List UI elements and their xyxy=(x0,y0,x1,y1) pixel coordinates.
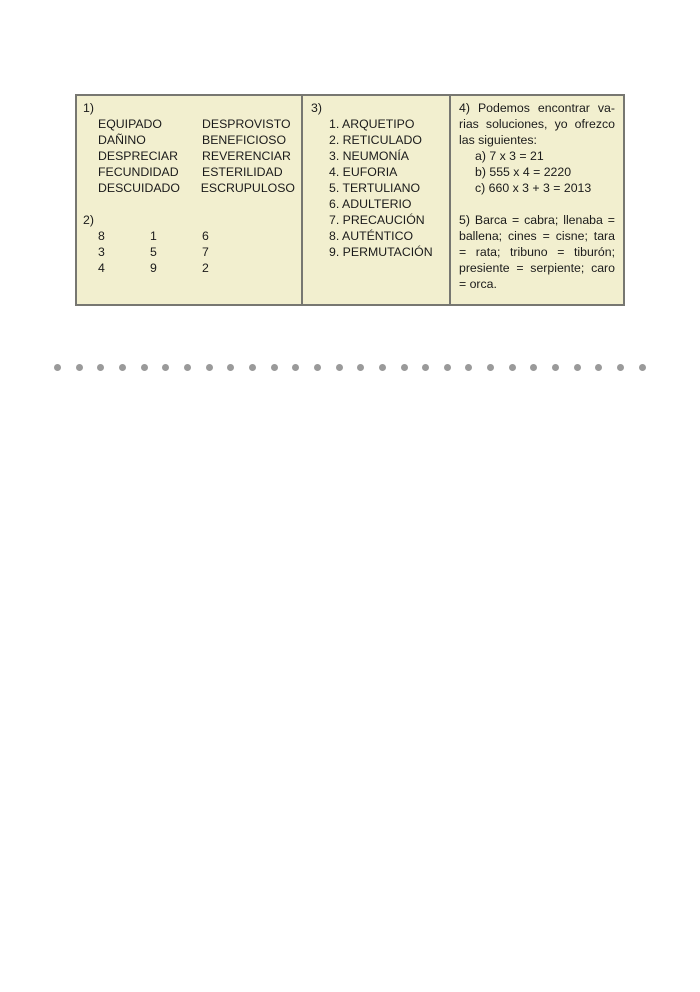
separator-dot xyxy=(97,364,104,371)
antonym: BENEFICIOSO xyxy=(202,133,287,147)
answer-column-1 xyxy=(77,96,303,304)
antonym: REVERENCIAR xyxy=(202,149,291,163)
separator-dot xyxy=(119,364,126,371)
magic-cell: 9 xyxy=(150,261,157,275)
separator-dot xyxy=(379,364,386,371)
equation: a) 7 x 3 = 21 xyxy=(475,149,544,163)
equation: b) 555 x 4 = 2220 xyxy=(475,165,572,179)
word: DESPRECIAR xyxy=(98,149,178,163)
magic-square-row xyxy=(98,260,295,276)
separator-dot xyxy=(595,364,602,371)
separator-dot xyxy=(314,364,321,371)
list-item: 2. RETICULADO xyxy=(329,133,422,147)
separator-dot xyxy=(249,364,256,371)
list-item: 1. ARQUETIPO xyxy=(329,117,415,131)
magic-cell: 4 xyxy=(98,261,105,275)
list-item: 7. PRECAUCIÓN xyxy=(329,213,425,227)
magic-cell: 7 xyxy=(202,245,209,259)
word: DAÑINO xyxy=(98,133,146,147)
separator-dot xyxy=(271,364,278,371)
list-item: 9. PERMUTACIÓN xyxy=(329,245,433,259)
separator-dot xyxy=(336,364,343,371)
antonym-row xyxy=(98,164,295,180)
answer-column-2 xyxy=(303,96,451,304)
list-item: 5. TERTULIANO xyxy=(329,181,421,195)
antonym: ESCRUPULOSO xyxy=(200,181,295,195)
word: EQUIPADO xyxy=(98,117,162,131)
separator-dot xyxy=(509,364,516,371)
separator-dot xyxy=(206,364,213,371)
magic-cell: 1 xyxy=(150,229,157,243)
dotted-separator xyxy=(54,364,646,372)
separator-dot xyxy=(487,364,494,371)
word-list xyxy=(311,116,441,260)
answer-3-number: 3) xyxy=(311,101,322,115)
separator-dot xyxy=(162,364,169,371)
separator-dot xyxy=(141,364,148,371)
answer-column-3 xyxy=(451,96,623,304)
word: DESCUIDADO xyxy=(98,181,180,195)
separator-dot xyxy=(639,364,646,371)
magic-cell: 5 xyxy=(150,245,157,259)
list-item: 6. ADULTERIO xyxy=(329,197,412,211)
antonym-row xyxy=(98,132,295,148)
magic-square-row xyxy=(98,228,295,244)
answers-box xyxy=(75,94,625,306)
separator-dot xyxy=(530,364,537,371)
separator-dot xyxy=(184,364,191,371)
separator-dot xyxy=(552,364,559,371)
magic-cell: 6 xyxy=(202,229,209,243)
magic-cell: 3 xyxy=(98,245,105,259)
list-item: 3. NEUMONÍA xyxy=(329,149,409,163)
magic-cell: 8 xyxy=(98,229,105,243)
magic-square xyxy=(98,228,295,276)
magic-square-row xyxy=(98,244,295,260)
list-item: 4. EUFORIA xyxy=(329,165,398,179)
separator-dot xyxy=(227,364,234,371)
answer-4-intro: 4) Podemos encontrar va-rias soluciones, yo ofrezco las siguientes: xyxy=(459,101,615,147)
answer-5-text: 5) Barca = cabra; llenaba = ballena; cines = cisne; tara = rata; tribuno = tiburón; presiente = serpiente; caro = orca. xyxy=(459,213,615,291)
magic-cell: 2 xyxy=(202,261,209,275)
antonym-row xyxy=(98,116,295,132)
antonym: DESPROVISTO xyxy=(202,117,291,131)
antonym: ESTERILIDAD xyxy=(202,165,283,179)
separator-dot xyxy=(465,364,472,371)
separator-dot xyxy=(422,364,429,371)
separator-dot xyxy=(617,364,624,371)
answer-1-number: 1) xyxy=(83,101,94,115)
separator-dot xyxy=(401,364,408,371)
list-item: 8. AUTÉNTICO xyxy=(329,229,414,243)
separator-dot xyxy=(76,364,83,371)
answer-2-number: 2) xyxy=(83,213,94,227)
antonym-row xyxy=(98,180,295,196)
separator-dot xyxy=(292,364,299,371)
separator-dot xyxy=(357,364,364,371)
word: FECUNDIDAD xyxy=(98,165,179,179)
separator-dot xyxy=(574,364,581,371)
antonym-row xyxy=(98,148,295,164)
antonym-list xyxy=(98,116,295,196)
separator-dot xyxy=(444,364,451,371)
equation: c) 660 x 3 + 3 = 2013 xyxy=(475,181,592,195)
separator-dot xyxy=(54,364,61,371)
